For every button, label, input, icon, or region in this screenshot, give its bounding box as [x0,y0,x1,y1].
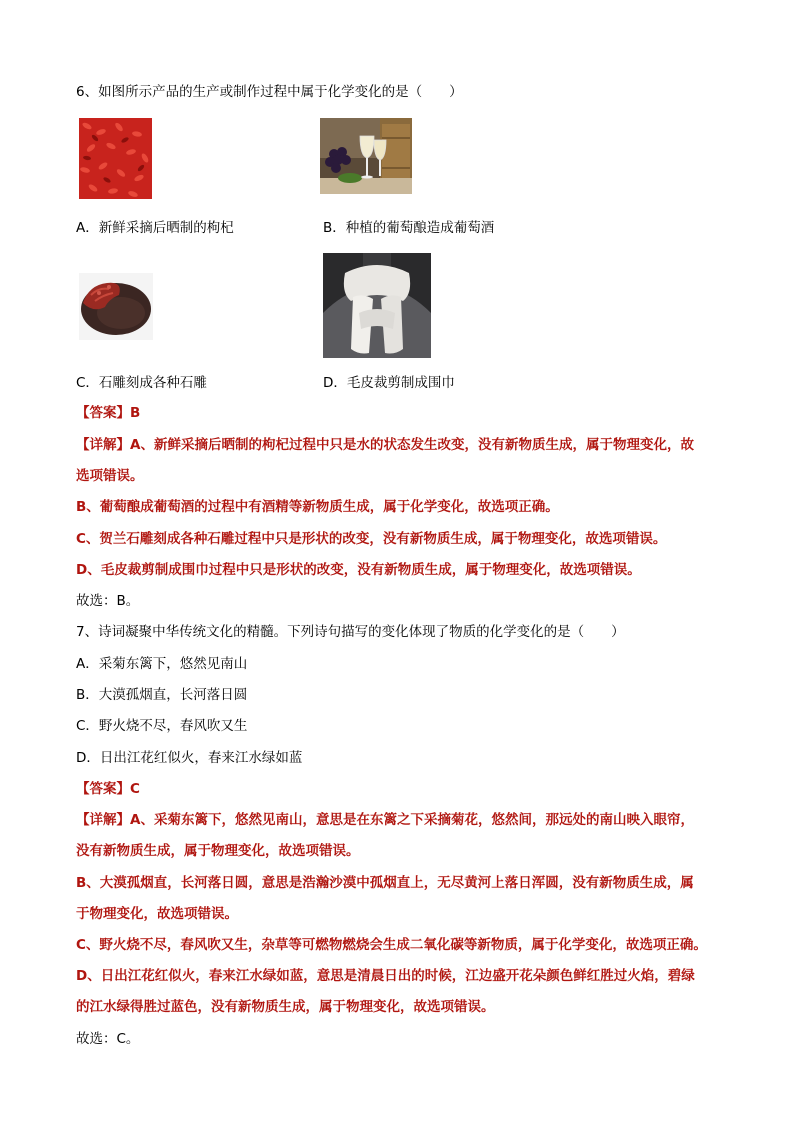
q7-option-a: A．采菊东篱下，悠然见南山 [76,656,248,672]
q6-stem: 6、如图所示产品的生产或制作过程中属于化学变化的是（ ） [76,84,463,100]
q6-detail-a-line1: 【详解】A、新鲜采摘后晒制的枸杞过程中只是水的状态发生改变，没有新物质生成，属于物理变化，故 [76,437,694,453]
q7-detail-d-line2: 的江水绿得胜过蓝色，没有新物质生成，属于物理变化，故选项错误。 [76,999,495,1015]
q6-detail-c: C、贺兰石雕刻成各种石雕过程中只是形状的改变，没有新物质生成，属于物理变化，故选项错误。 [76,531,667,547]
q6-option-c: C．石雕刻成各种石雕 [76,375,207,391]
q7-option-d: D．日出江花红似火，春来江水绿如蓝 [76,750,303,766]
q7-detail-c: C、野火烧不尽，春风吹又生，杂草等可燃物燃烧会生成二氧化碳等新物质，属于化学变化，故选项正确。 [76,937,707,953]
q6-detail-a-line2: 选项错误。 [76,468,144,484]
q7-option-b: B．大漠孤烟直，长河落日圆 [76,687,248,703]
q7-detail-b-line1: B、大漠孤烟直，长河落日圆，意思是浩瀚沙漠中孤烟直上，无尽黄河上落日浑圆，没有新物质生成，属 [76,875,694,891]
q7-choice: 故选：C。 [76,1031,140,1047]
q6-detail-d: D、毛皮裁剪制成围巾过程中只是形状的改变，没有新物质生成，属于物理变化，故选项错误。 [76,562,641,578]
q7-detail-d-line1: D、日出江花红似火，春来江水绿如蓝，意思是清晨日出的时候，江边盛开花朵颜色鲜红胜过火焰，碧绿 [76,968,695,984]
q7-stem: 7、诗词凝聚中华传统文化的精髓。下列诗句描写的变化体现了物质的化学变化的是（ ） [76,624,625,640]
q6-option-d: D．毛皮裁剪制成围巾 [323,375,455,391]
q7-answer: 【答案】C [76,781,140,797]
q7-detail-b-line2: 于物理变化，故选项错误。 [76,906,238,922]
q6-detail-b: B、葡萄酿成葡萄酒的过程中有酒精等新物质生成，属于化学变化，故选项正确。 [76,499,559,515]
q7-detail-a-line1: 【详解】A、采菊东篱下，悠然见南山，意思是在东篱之下采摘菊花，悠然间，那远处的南山映入眼帘， [76,812,694,828]
q7-option-c: C．野火烧不尽，春风吹又生 [76,718,248,734]
fur-scarf-image [323,253,431,358]
wine-grapes-image [320,118,412,194]
q6-answer: 【答案】B [76,405,141,421]
goji-berries-image [79,118,152,199]
q6-choice: 故选：B。 [76,593,140,609]
q6-option-a: A．新鲜采摘后晒制的枸杞 [76,220,234,236]
q6-option-b: B．种植的葡萄酿造成葡萄酒 [323,220,495,236]
stone-carving-image [79,273,153,340]
q7-detail-a-line2: 没有新物质生成，属于物理变化，故选项错误。 [76,843,360,859]
